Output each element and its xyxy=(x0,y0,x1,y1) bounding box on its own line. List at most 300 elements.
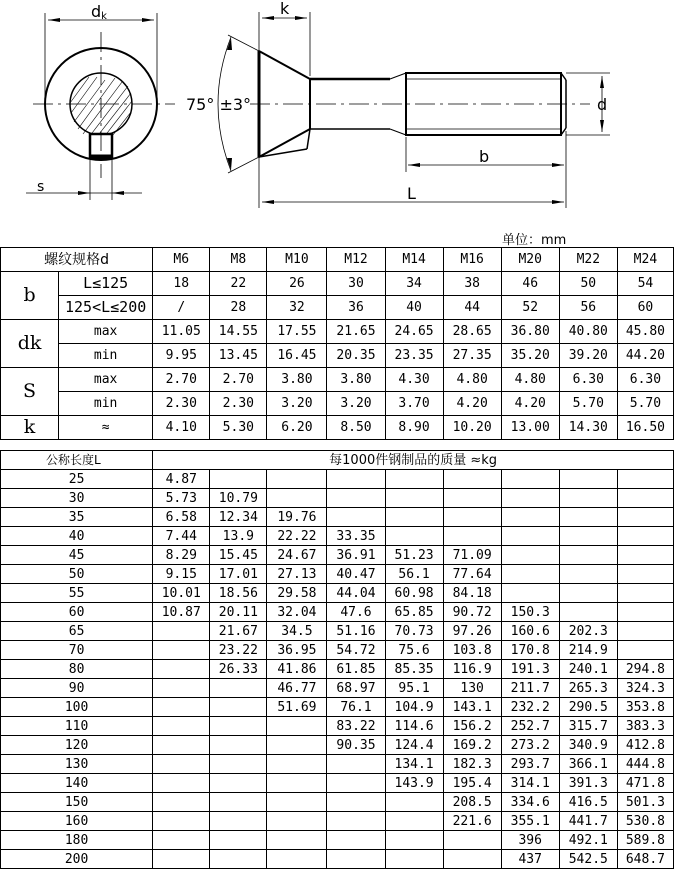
mass-value-cell: 17.01 xyxy=(210,565,267,584)
mass-value-cell: 46.77 xyxy=(267,679,327,698)
mass-value-cell: 21.67 xyxy=(210,622,267,641)
spec-value-cell: 40.80 xyxy=(559,320,617,344)
mass-value-cell xyxy=(501,527,559,546)
mass-row xyxy=(1,831,674,850)
nominal-length-cell: 50 xyxy=(1,565,153,584)
mass-value-cell xyxy=(210,850,267,869)
spec-value-cell: / xyxy=(153,296,210,320)
mass-value-cell: 353.8 xyxy=(617,698,673,717)
mass-value-cell xyxy=(267,755,327,774)
spec-value-cell: 9.95 xyxy=(153,344,210,368)
mass-value-cell: 542.5 xyxy=(559,850,617,869)
mass-value-cell: 22.22 xyxy=(267,527,327,546)
spec-row xyxy=(1,392,674,416)
mass-value-cell: 54.72 xyxy=(327,641,385,660)
mass-value-cell xyxy=(210,793,267,812)
nominal-length-cell: 80 xyxy=(1,660,153,679)
mass-value-cell: 340.9 xyxy=(559,736,617,755)
mass-value-cell: 29.58 xyxy=(267,584,327,603)
spec-value-cell: 44 xyxy=(443,296,501,320)
spec-value-cell: 6.30 xyxy=(617,368,673,392)
mass-value-cell: 471.8 xyxy=(617,774,673,793)
spec-value-cell: 30 xyxy=(327,272,385,296)
mass-value-cell: 97.26 xyxy=(443,622,501,641)
nominal-length-cell: 55 xyxy=(1,584,153,603)
mass-value-cell xyxy=(559,603,617,622)
spec-value-cell: 28 xyxy=(210,296,267,320)
mass-value-cell xyxy=(210,736,267,755)
unit-label: 单位：mm xyxy=(502,233,567,248)
spec-value-cell: 13.00 xyxy=(501,416,559,440)
spec-header-row xyxy=(1,248,674,272)
mass-value-cell xyxy=(210,774,267,793)
mass-value-cell xyxy=(385,489,443,508)
spec-value-cell: 45.80 xyxy=(617,320,673,344)
mass-value-cell xyxy=(617,584,673,603)
mass-value-cell: 143.9 xyxy=(385,774,443,793)
mass-value-cell xyxy=(617,489,673,508)
mass-value-cell: 103.8 xyxy=(443,641,501,660)
param-group-label: b xyxy=(1,272,59,320)
mass-value-cell: 501.3 xyxy=(617,793,673,812)
mass-value-cell xyxy=(327,755,385,774)
mass-value-cell xyxy=(385,470,443,489)
nominal-length-cell: 90 xyxy=(1,679,153,698)
mass-value-cell xyxy=(501,546,559,565)
mass-value-cell xyxy=(153,641,210,660)
mass-value-cell xyxy=(385,793,443,812)
mass-value-cell: 191.3 xyxy=(501,660,559,679)
mass-value-cell: 6.58 xyxy=(153,508,210,527)
mass-value-cell xyxy=(617,622,673,641)
mass-value-cell xyxy=(501,565,559,584)
param-sub-label: 125<L≤200 xyxy=(59,296,153,320)
mass-value-cell xyxy=(559,565,617,584)
nominal-length-cell: 45 xyxy=(1,546,153,565)
mass-value-cell xyxy=(267,812,327,831)
nominal-length-cell: 100 xyxy=(1,698,153,717)
mass-value-cell xyxy=(153,717,210,736)
mass-value-cell: 51.69 xyxy=(267,698,327,717)
mass-value-cell: 12.34 xyxy=(210,508,267,527)
mass-value-cell: 214.9 xyxy=(559,641,617,660)
mass-value-cell: 134.1 xyxy=(385,755,443,774)
spec-value-cell: 3.20 xyxy=(327,392,385,416)
mass-value-cell: 355.1 xyxy=(501,812,559,831)
mass-value-cell: 290.5 xyxy=(559,698,617,717)
mass-value-cell: 412.8 xyxy=(617,736,673,755)
mass-value-cell: 36.95 xyxy=(267,641,327,660)
mass-table xyxy=(0,450,674,869)
mass-value-cell xyxy=(617,641,673,660)
mass-value-cell xyxy=(385,527,443,546)
mass-value-cell: 83.22 xyxy=(327,717,385,736)
mass-value-cell xyxy=(617,470,673,489)
mass-value-cell xyxy=(443,527,501,546)
spec-value-cell: 11.05 xyxy=(153,320,210,344)
mass-value-cell: 10.01 xyxy=(153,584,210,603)
spec-value-cell: 17.55 xyxy=(267,320,327,344)
spec-value-cell: 3.20 xyxy=(267,392,327,416)
mass-value-cell xyxy=(559,508,617,527)
mass-value-cell xyxy=(210,470,267,489)
spec-value-cell: 13.45 xyxy=(210,344,267,368)
spec-value-cell: 16.45 xyxy=(267,344,327,368)
mass-row xyxy=(1,717,674,736)
mass-value-cell: 8.29 xyxy=(153,546,210,565)
mass-value-cell: 44.04 xyxy=(327,584,385,603)
spec-value-cell: 52 xyxy=(501,296,559,320)
param-sub-label: max xyxy=(59,368,153,392)
mass-value-cell: 19.76 xyxy=(267,508,327,527)
nominal-length-cell: 120 xyxy=(1,736,153,755)
mass-row xyxy=(1,755,674,774)
spec-value-cell: 2.30 xyxy=(153,392,210,416)
mass-row xyxy=(1,679,674,698)
mass-value-cell: 26.33 xyxy=(210,660,267,679)
spec-value-cell: 2.30 xyxy=(210,392,267,416)
mass-value-cell: 40.47 xyxy=(327,565,385,584)
spec-value-cell: 14.30 xyxy=(559,416,617,440)
mass-row xyxy=(1,641,674,660)
mass-value-cell xyxy=(210,717,267,736)
side-view xyxy=(218,12,610,208)
label-s: s xyxy=(37,179,45,195)
mass-value-cell xyxy=(153,812,210,831)
mass-value-cell: 85.35 xyxy=(385,660,443,679)
mass-value-cell xyxy=(617,565,673,584)
spec-value-cell: 4.20 xyxy=(501,392,559,416)
mass-row xyxy=(1,660,674,679)
mass-value-cell: 27.13 xyxy=(267,565,327,584)
mass-value-cell: 182.3 xyxy=(443,755,501,774)
end-view xyxy=(26,13,175,200)
mass-value-cell xyxy=(267,793,327,812)
spec-value-cell: 2.70 xyxy=(210,368,267,392)
mass-value-cell: 24.67 xyxy=(267,546,327,565)
thread-spec-header: 螺纹规格d xyxy=(1,248,153,272)
spec-value-cell: 18 xyxy=(153,272,210,296)
label-L: L xyxy=(407,184,416,203)
mass-value-cell xyxy=(210,755,267,774)
mass-header: 每1000件钢制品的质量 ≈kg xyxy=(153,451,674,470)
mass-value-cell: 114.6 xyxy=(385,717,443,736)
spec-value-cell: 6.20 xyxy=(267,416,327,440)
mass-value-cell: 530.8 xyxy=(617,812,673,831)
mass-value-cell xyxy=(267,736,327,755)
mass-value-cell: 56.1 xyxy=(385,565,443,584)
spec-value-cell: 35.20 xyxy=(501,344,559,368)
mass-value-cell xyxy=(267,774,327,793)
nominal-length-cell: 200 xyxy=(1,850,153,869)
mass-value-cell: 437 xyxy=(501,850,559,869)
size-header: M6 xyxy=(153,248,210,272)
mass-value-cell: 104.9 xyxy=(385,698,443,717)
mass-value-cell: 10.87 xyxy=(153,603,210,622)
mass-value-cell: 383.3 xyxy=(617,717,673,736)
mass-value-cell xyxy=(559,527,617,546)
mass-value-cell: 95.1 xyxy=(385,679,443,698)
spec-value-cell: 46 xyxy=(501,272,559,296)
spec-value-cell: 28.65 xyxy=(443,320,501,344)
nominal-length-cell: 140 xyxy=(1,774,153,793)
spec-value-cell: 23.35 xyxy=(385,344,443,368)
spec-value-cell: 24.65 xyxy=(385,320,443,344)
bolt-technical-drawing xyxy=(0,0,675,215)
mass-value-cell: 47.6 xyxy=(327,603,385,622)
label-k: k xyxy=(280,0,290,18)
mass-value-cell: 90.72 xyxy=(443,603,501,622)
mass-value-cell: 15.45 xyxy=(210,546,267,565)
nominal-length-cell: 160 xyxy=(1,812,153,831)
mass-value-cell: 77.64 xyxy=(443,565,501,584)
mass-value-cell: 51.23 xyxy=(385,546,443,565)
mass-value-cell: 71.09 xyxy=(443,546,501,565)
param-sub-label: L≤125 xyxy=(59,272,153,296)
param-sub-label: min xyxy=(59,344,153,368)
mass-value-cell xyxy=(153,698,210,717)
mass-value-cell xyxy=(327,850,385,869)
mass-value-cell: 13.9 xyxy=(210,527,267,546)
mass-value-cell: 273.2 xyxy=(501,736,559,755)
mass-row xyxy=(1,603,674,622)
spec-value-cell: 54 xyxy=(617,272,673,296)
mass-value-cell xyxy=(501,489,559,508)
label-b: b xyxy=(479,147,490,166)
mass-value-cell: 75.6 xyxy=(385,641,443,660)
spec-value-cell: 5.70 xyxy=(559,392,617,416)
spec-value-cell: 4.30 xyxy=(385,368,443,392)
mass-value-cell: 90.35 xyxy=(327,736,385,755)
mass-value-cell xyxy=(153,755,210,774)
spec-value-cell: 20.35 xyxy=(327,344,385,368)
mass-value-cell: 211.7 xyxy=(501,679,559,698)
mass-value-cell: 70.73 xyxy=(385,622,443,641)
spec-value-cell: 8.90 xyxy=(385,416,443,440)
mass-value-cell: 51.16 xyxy=(327,622,385,641)
mass-value-cell xyxy=(327,508,385,527)
spec-value-cell: 4.80 xyxy=(443,368,501,392)
mass-value-cell xyxy=(210,831,267,850)
nominal-length-cell: 30 xyxy=(1,489,153,508)
label-angle: 75° ±3° xyxy=(186,95,252,114)
mass-value-cell: 293.7 xyxy=(501,755,559,774)
mass-value-cell: 41.86 xyxy=(267,660,327,679)
nominal-length-cell: 110 xyxy=(1,717,153,736)
mass-value-cell xyxy=(617,527,673,546)
mass-value-cell: 84.18 xyxy=(443,584,501,603)
spec-value-cell: 2.70 xyxy=(153,368,210,392)
mass-value-cell: 10.79 xyxy=(210,489,267,508)
mass-row xyxy=(1,793,674,812)
mass-value-cell xyxy=(501,584,559,603)
mass-value-cell xyxy=(559,489,617,508)
nominal-length-cell: 40 xyxy=(1,527,153,546)
nominal-length-cell: 25 xyxy=(1,470,153,489)
mass-value-cell xyxy=(559,470,617,489)
mass-value-cell: 195.4 xyxy=(443,774,501,793)
mass-row xyxy=(1,565,674,584)
spec-value-cell: 4.10 xyxy=(153,416,210,440)
mass-value-cell xyxy=(385,508,443,527)
mass-value-cell: 366.1 xyxy=(559,755,617,774)
mass-value-cell xyxy=(267,831,327,850)
mass-value-cell: 202.3 xyxy=(559,622,617,641)
mass-value-cell: 492.1 xyxy=(559,831,617,850)
spec-value-cell: 36.80 xyxy=(501,320,559,344)
mass-value-cell: 34.5 xyxy=(267,622,327,641)
mass-value-cell xyxy=(443,508,501,527)
mass-value-cell: 324.3 xyxy=(617,679,673,698)
spec-value-cell: 32 xyxy=(267,296,327,320)
mass-row xyxy=(1,489,674,508)
mass-value-cell xyxy=(617,603,673,622)
nominal-length-cell: 70 xyxy=(1,641,153,660)
spec-value-cell: 3.80 xyxy=(327,368,385,392)
size-header: M16 xyxy=(443,248,501,272)
spec-value-cell: 38 xyxy=(443,272,501,296)
param-sub-label: max xyxy=(59,320,153,344)
spec-row xyxy=(1,368,674,392)
nominal-length-cell: 35 xyxy=(1,508,153,527)
param-group-label: S xyxy=(1,368,59,416)
mass-row xyxy=(1,622,674,641)
size-header: M12 xyxy=(327,248,385,272)
nominal-length-cell: 150 xyxy=(1,793,153,812)
mass-value-cell xyxy=(327,793,385,812)
spec-value-cell: 22 xyxy=(210,272,267,296)
spec-value-cell: 39.20 xyxy=(559,344,617,368)
mass-value-cell: 240.1 xyxy=(559,660,617,679)
mass-value-cell xyxy=(267,470,327,489)
mass-value-cell: 170.8 xyxy=(501,641,559,660)
spec-value-cell: 44.20 xyxy=(617,344,673,368)
nominal-length-header: 公称长度L xyxy=(1,451,153,470)
mass-value-cell xyxy=(210,812,267,831)
mass-value-cell xyxy=(153,660,210,679)
spec-value-cell: 60 xyxy=(617,296,673,320)
param-group-label: k xyxy=(1,416,59,440)
nominal-length-cell: 130 xyxy=(1,755,153,774)
mass-value-cell: 143.1 xyxy=(443,698,501,717)
dimension-spec-table xyxy=(0,247,674,440)
nominal-length-cell: 60 xyxy=(1,603,153,622)
mass-value-cell xyxy=(385,831,443,850)
mass-row xyxy=(1,774,674,793)
mass-value-cell: 76.1 xyxy=(327,698,385,717)
spec-value-cell: 6.30 xyxy=(559,368,617,392)
spec-row xyxy=(1,344,674,368)
mass-value-cell xyxy=(153,774,210,793)
mass-value-cell xyxy=(385,850,443,869)
mass-value-cell: 156.2 xyxy=(443,717,501,736)
mass-value-cell xyxy=(153,736,210,755)
mass-value-cell: 20.11 xyxy=(210,603,267,622)
mass-value-cell: 7.44 xyxy=(153,527,210,546)
mass-value-cell: 130 xyxy=(443,679,501,698)
mass-value-cell: 314.1 xyxy=(501,774,559,793)
spec-value-cell: 26 xyxy=(267,272,327,296)
size-header: M20 xyxy=(501,248,559,272)
mass-value-cell xyxy=(443,470,501,489)
mass-row xyxy=(1,470,674,489)
mass-value-cell xyxy=(210,698,267,717)
mass-value-cell xyxy=(617,546,673,565)
mass-value-cell xyxy=(559,584,617,603)
label-dk: dk xyxy=(91,2,107,22)
mass-row xyxy=(1,584,674,603)
mass-value-cell xyxy=(153,831,210,850)
spec-value-cell: 50 xyxy=(559,272,617,296)
spec-value-cell: 27.35 xyxy=(443,344,501,368)
mass-row xyxy=(1,850,674,869)
mass-value-cell xyxy=(153,850,210,869)
spec-row xyxy=(1,296,674,320)
mass-value-cell: 150.3 xyxy=(501,603,559,622)
mass-value-cell: 60.98 xyxy=(385,584,443,603)
mass-row xyxy=(1,736,674,755)
mass-value-cell xyxy=(443,831,501,850)
param-sub-label: ≈ xyxy=(59,416,153,440)
spec-row xyxy=(1,416,674,440)
mass-value-cell xyxy=(327,812,385,831)
mass-value-cell xyxy=(501,508,559,527)
size-header: M10 xyxy=(267,248,327,272)
mass-value-cell xyxy=(443,489,501,508)
spec-row xyxy=(1,320,674,344)
mass-value-cell: 294.8 xyxy=(617,660,673,679)
mass-value-cell: 23.22 xyxy=(210,641,267,660)
mass-value-cell xyxy=(501,470,559,489)
size-header: M14 xyxy=(385,248,443,272)
mass-value-cell xyxy=(385,812,443,831)
spec-value-cell: 21.65 xyxy=(327,320,385,344)
spec-value-cell: 10.20 xyxy=(443,416,501,440)
spec-value-cell: 5.70 xyxy=(617,392,673,416)
mass-value-cell: 33.35 xyxy=(327,527,385,546)
mass-value-cell: 4.87 xyxy=(153,470,210,489)
mass-value-cell: 18.56 xyxy=(210,584,267,603)
mass-value-cell xyxy=(559,546,617,565)
label-d: d xyxy=(597,95,608,114)
spec-value-cell: 4.20 xyxy=(443,392,501,416)
side-view-arrows xyxy=(227,16,604,204)
mass-value-cell xyxy=(153,679,210,698)
mass-row xyxy=(1,546,674,565)
mass-value-cell: 65.85 xyxy=(385,603,443,622)
mass-value-cell: 315.7 xyxy=(559,717,617,736)
mass-row xyxy=(1,812,674,831)
size-header: M22 xyxy=(559,248,617,272)
mass-value-cell: 391.3 xyxy=(559,774,617,793)
mass-value-cell: 589.8 xyxy=(617,831,673,850)
spec-value-cell: 56 xyxy=(559,296,617,320)
mass-row xyxy=(1,508,674,527)
mass-value-cell: 116.9 xyxy=(443,660,501,679)
mass-value-cell: 124.4 xyxy=(385,736,443,755)
mass-value-cell xyxy=(153,622,210,641)
nominal-length-cell: 180 xyxy=(1,831,153,850)
mass-value-cell: 9.15 xyxy=(153,565,210,584)
mass-value-cell xyxy=(267,489,327,508)
mass-value-cell xyxy=(327,470,385,489)
mass-value-cell: 169.2 xyxy=(443,736,501,755)
spec-value-cell: 8.50 xyxy=(327,416,385,440)
mass-value-cell: 61.85 xyxy=(327,660,385,679)
mass-value-cell xyxy=(617,508,673,527)
mass-value-cell xyxy=(327,774,385,793)
mass-value-cell: 252.7 xyxy=(501,717,559,736)
